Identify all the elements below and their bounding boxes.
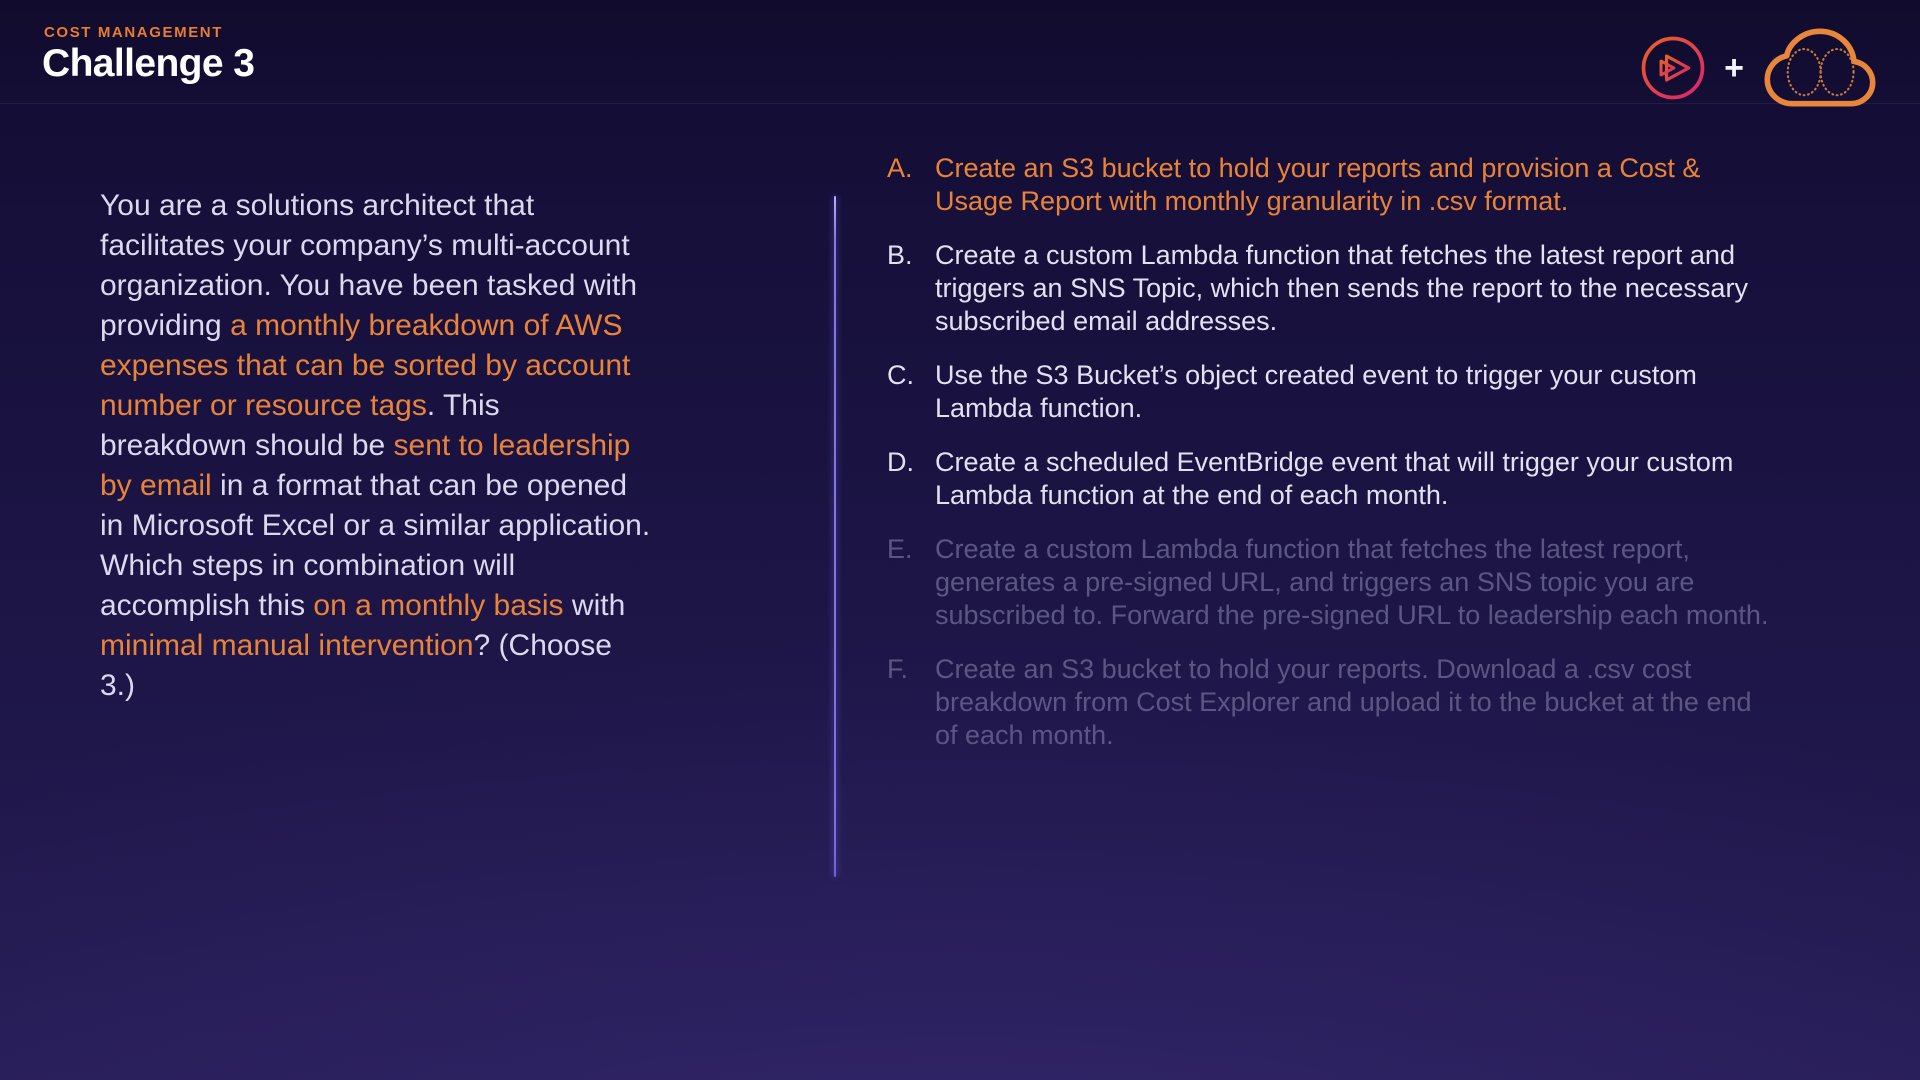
option-letter: C. — [887, 360, 914, 390]
question-segment: You are a solutions architect that facilitates your company’s multi-account organization. You have been tasked with providing — [100, 189, 638, 342]
question-highlight: sent to leadership by email — [100, 429, 631, 502]
answer-option-e[interactable] — [887, 533, 1795, 632]
question-text — [100, 186, 652, 706]
options-list — [887, 152, 1795, 752]
option-text: Use the S3 Bucket’s object created event to trigger your custom Lambda function. — [935, 360, 1697, 423]
option-letter: E. — [887, 534, 913, 564]
answer-option-a[interactable] — [887, 152, 1795, 218]
question-segment: ? (Choose 3.) — [100, 629, 612, 702]
plus-icon: + — [1724, 49, 1744, 87]
answer-option-d[interactable] — [887, 446, 1795, 512]
answer-option-c[interactable] — [887, 359, 1795, 425]
option-letter: B. — [887, 240, 913, 270]
question-highlight: on a monthly basis — [313, 589, 564, 622]
option-letter: A. — [887, 153, 913, 183]
header-divider — [0, 103, 1920, 104]
header — [0, 0, 1920, 103]
page-title: Challenge 3 — [42, 42, 255, 85]
option-text: Create a custom Lambda function that fetches the latest report, generates a pre-signed URL, and triggers an SNS topic you are subscribed to. Forward the pre-signed URL to leadership each month. — [935, 534, 1769, 630]
question-highlight: minimal manual intervention — [100, 629, 474, 662]
answer-option-b[interactable] — [887, 239, 1795, 338]
question-segment: in a format that can be opened in Microsoft Excel or a similar application. Which steps in combination will accomplish this — [100, 469, 651, 622]
option-text: Create an S3 bucket to hold your reports and provision a Cost & Usage Report with monthly granularity in .csv format. — [935, 153, 1701, 216]
brand-logos — [1638, 26, 1880, 114]
vertical-divider — [834, 196, 836, 877]
option-text: Create an S3 bucket to hold your reports. Download a .csv cost breakdown from Cost Explorer and upload it to the bucket at the end of each month. — [935, 654, 1752, 750]
category-eyebrow: COST MANAGEMENT — [44, 24, 223, 41]
option-letter: D. — [887, 447, 914, 477]
question-segment: with — [563, 589, 626, 622]
question-segment: . This breakdown should be — [100, 389, 500, 462]
option-letter: F. — [887, 654, 909, 684]
answer-option-f[interactable] — [887, 653, 1795, 752]
option-text: Create a scheduled EventBridge event that will trigger your custom Lambda function at the end of each month. — [935, 447, 1734, 510]
pluralsight-logo-icon — [1638, 33, 1708, 108]
acloudguru-cloud-icon — [1760, 26, 1880, 114]
question-highlight: a monthly breakdown of AWS expenses that can be sorted by account number or resource tags — [100, 309, 631, 422]
option-text: Create a custom Lambda function that fetches the latest report and triggers an SNS Topic, which then sends the report to the necessary subscribed email addresses. — [935, 240, 1748, 336]
